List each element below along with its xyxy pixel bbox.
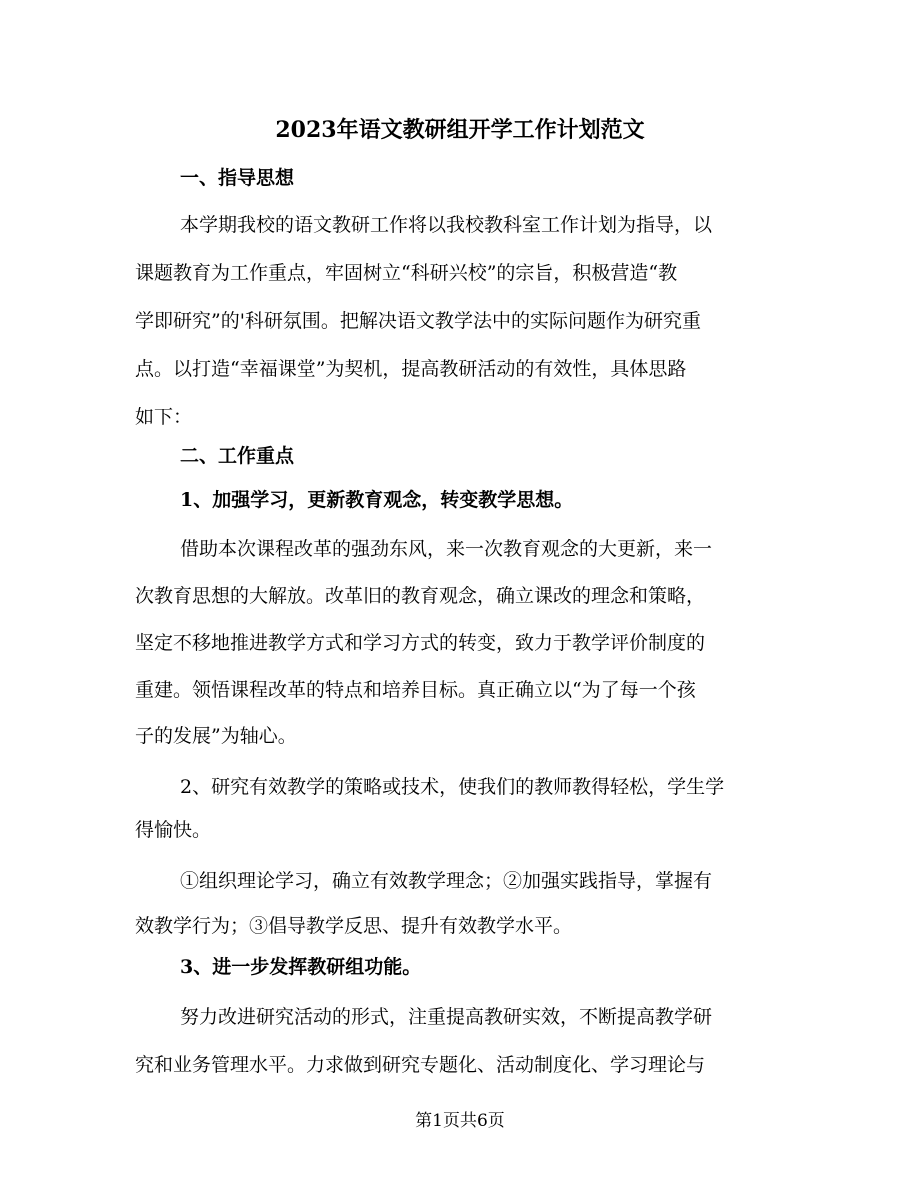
- paragraph-line: 如下：: [135, 406, 193, 428]
- paragraph-line: 子的发展”为轴心。: [135, 725, 297, 747]
- paragraph-line: 效教学行为；③倡导教学反思、提升有效教学水平。: [135, 915, 573, 937]
- document-title: 2023年语文教研组开学工作计划范文: [275, 117, 645, 143]
- item-heading: 1、加强学习，更新教育观念，转变教学思想。: [180, 489, 574, 511]
- paragraph-line: 课题教育为工作重点，牢固树立“科研兴校”的宗旨，积极营造“教: [135, 262, 678, 284]
- paragraph-line: 2、研究有效教学的策略或技术，使我们的教师教得轻松，学生学: [180, 776, 725, 798]
- paragraph-line: 得愉快。: [135, 819, 212, 841]
- paragraph-line: 究和业务管理水平。力求做到研究专题化、活动制度化、学习理论与: [135, 1054, 706, 1076]
- paragraph-line: 借助本次课程改革的强劲东风，来一次教育观念的大更新，来一: [180, 538, 713, 560]
- paragraph-line: ①组织理论学习，确立有效教学理念；②加强实践指导，掌握有: [180, 870, 713, 892]
- paragraph-line: 本学期我校的语文教研工作将以我校教科室工作计划为指导，以: [180, 214, 713, 236]
- paragraph-line: 重建。领悟课程改革的特点和培养目标。真正确立以“为了每一个孩: [135, 679, 696, 701]
- page-number-footer: 第1页共6页: [415, 1111, 505, 1131]
- section-heading-guiding-thought: 一、指导思想: [180, 167, 295, 189]
- item-heading: 3、进一步发挥教研组功能。: [180, 956, 422, 978]
- paragraph-line: 努力改进研究活动的形式，注重提高教研实效，不断提高教学研: [180, 1006, 713, 1028]
- paragraph-line: 学即研究”的'科研氛围。把解决语文教学法中的实际问题作为研究重: [135, 310, 701, 332]
- paragraph-line: 点。以打造“幸福课堂”为契机，提高教研活动的有效性，具体思路: [135, 358, 687, 380]
- paragraph-line: 次教育思想的大解放。改革旧的教育观念，确立课改的理念和策略，: [135, 585, 706, 607]
- paragraph-line: 坚定不移地推进教学方式和学习方式的转变，致力于教学评价制度的: [135, 632, 706, 654]
- section-heading-work-focus: 二、工作重点: [180, 445, 295, 467]
